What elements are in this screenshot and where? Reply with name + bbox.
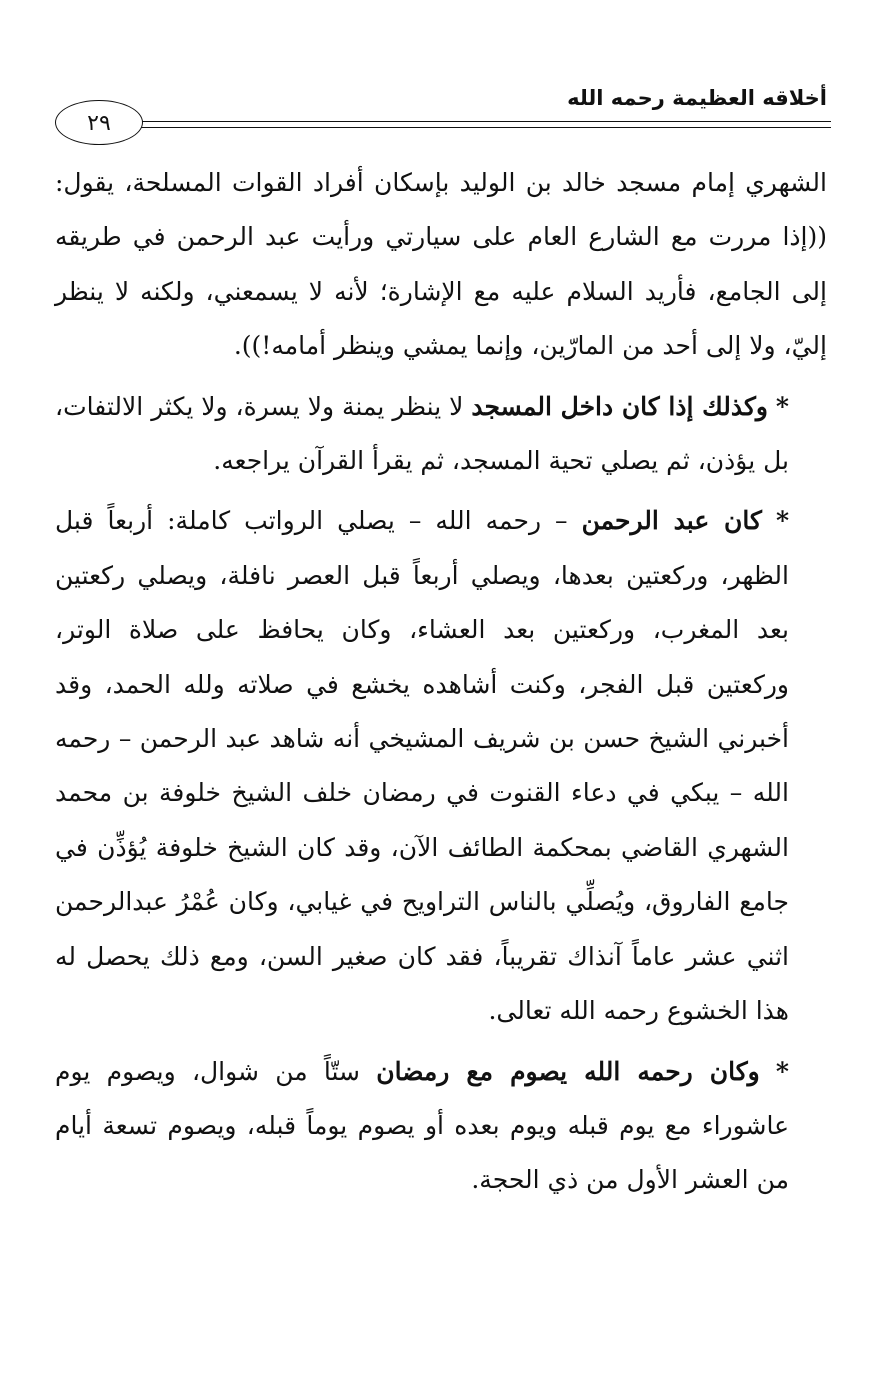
- running-header-title: أخلاقه العظيمة رحمه الله: [567, 86, 827, 110]
- paragraph-2-text: لا ينظر يمنة ولا يسرة، ولا يكثر الالتفات، بل يؤذن، ثم يصلي تحية المسجد، ثم يقرأ القرآن يراجعه.: [55, 391, 789, 476]
- paragraph-4-lead: وكان رحمه الله يصوم مع رمضان: [376, 1056, 760, 1086]
- paragraph-1-text: الشهري إمام مسجد خالد بن الوليد بإسكان أفراد القوات المسلحة، يقول: ((إذا مررت مع الشارع العام على سيارتي ورأيت عبد الرحمن في طريقه إلى الجامع، فأريد السلام عليه مع الإشارة؛ لأنه لا يسمعني، ولكنه لا ينظر إليّ، ولا إلى أحد من المارّين، وإنما يمشي وينظر أمامه!)).: [55, 168, 827, 361]
- paragraph-3-text: – رحمه الله – يصلي الرواتب كاملة: أربعاً قبل الظهر، وركعتين بعدها، ويصلي أربعاً قبل العصر نافلة، ويصلي ركعتين بعد المغرب، وركعتين بعد العشاء، وكان يحافظ على صلاة الوتر، وركعتين قبل الفجر، وكنت أشاهده يخشع في صلاته ولله الحمد، وقد أخبرني الشيخ حسن بن شريف المشيخي أنه شاهد عبد الرحمن – رحمه الله – يبكي في دعاء القنوت في رمضان خلف الشيخ خلوفة بن محمد الشهري القاضي بمحكمة الطائف الآن، وقد كان الشيخ خلوفة يُؤذِّن في جامع الفاروق، ويُصلِّي بالناس التراويح في غيابي، وكان عُمْرُ عبدالرحمن اثني عشر عاماً آنذاك تقريباً، فقد كان صغير السن، ومع ذلك يحصل له هذا الخشوع رحمه الله تعالى.: [55, 506, 789, 1026]
- paragraph-1: [55, 156, 827, 374]
- header-rule-bottom: [135, 127, 831, 128]
- paragraph-3: [55, 494, 827, 1038]
- page-number-oval: [55, 100, 143, 145]
- bullet-asterisk: *: [775, 1056, 789, 1086]
- paragraph-2-lead: وكذلك إذا كان داخل المسجد: [471, 391, 768, 421]
- header-rule-top: [135, 121, 831, 122]
- bullet-asterisk: *: [775, 391, 789, 421]
- page-body: [55, 156, 827, 1208]
- paragraph-4: [55, 1045, 827, 1208]
- paragraph-3-lead: كان عبد الرحمن: [581, 506, 762, 536]
- paragraph-4-text: ستّاً من شوال، ويصوم يوم عاشوراء مع يوم قبله ويوم بعده أو يصوم يوماً قبله، ويصوم تسعة أيام من العشر الأول من ذي الحجة.: [55, 1056, 789, 1195]
- bullet-asterisk: *: [775, 506, 790, 536]
- paragraph-2: [55, 380, 827, 489]
- page-number: ٢٩: [87, 111, 111, 136]
